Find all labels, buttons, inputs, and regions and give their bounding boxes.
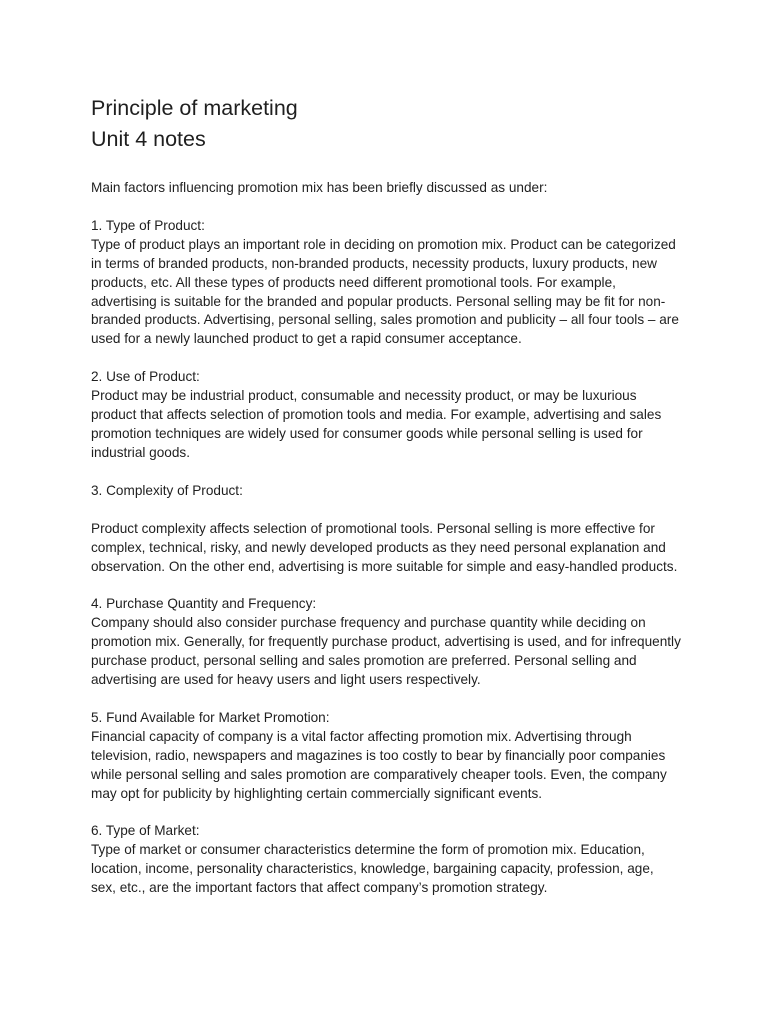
section-body: Product complexity affects selection of promotional tools. Personal selling is more effective for complex, technical, risky, and newly developed products as they need personal explanation and observation. On the other end, advertising is more suitable for simple and easy-handled products.	[91, 520, 678, 574]
intro-paragraph: Main factors influencing promotion mix has been briefly discussed as under:	[91, 180, 548, 195]
section-body: Product may be industrial product, consumable and necessity product, or may be luxurious product that affects selection of promotion tools and media. For example, advertising and sales promotion techniques are widely used for consumer goods while personal selling is used for industrial goods.	[91, 388, 662, 460]
section-type-of-market	[91, 822, 681, 898]
section-complexity-of-product	[91, 482, 681, 577]
section-heading: 3. Complexity of Product:	[91, 482, 243, 498]
section-heading: 2. Use of Product:	[91, 369, 200, 385]
section-heading: 4. Purchase Quantity and Frequency:	[91, 596, 317, 612]
section-purchase-quantity-frequency	[91, 595, 681, 690]
section-type-of-product	[91, 217, 681, 349]
title-line-1: Principle of marketing	[91, 96, 298, 120]
title-line-2: Unit 4 notes	[91, 127, 206, 151]
section-body: Financial capacity of company is a vital factor affecting promotion mix. Advertising through television, radio, newspapers and magazines is too costly to bear by financially poor companies while personal selling and sales promotion are comparatively cheaper tools. Even, the company may opt for publicity by highlighting certain commercially significant events.	[91, 728, 667, 801]
section-body: Type of market or consumer characteristics determine the form of promotion mix. Education, location, income, personality characteristics, knowledge, bargaining capacity, profession, age, sex, etc., are the important factors that affect company’s promotion strategy.	[91, 842, 654, 896]
document-title	[91, 93, 768, 155]
section-body: Company should also consider purchase frequency and purchase quantity while deciding on promotion mix. Generally, for frequently purchase product, advertising is used, and for infrequently purchase product, personal selling and sales promotion are preferred. Personal selling and advertising are used for heavy users and light users respectively.	[91, 615, 681, 688]
section-use-of-product	[91, 368, 681, 463]
section-body: Type of product plays an important role in deciding on promotion mix. Product can be categorized in terms of branded products, non-branded products, necessity products, luxury products, new products, etc. All these types of products need different promotional tools. For example, advertising is suitable for the branded and popular products. Personal selling may be fit for non-branded products. Advertising, personal selling, sales promotion and publicity – all four tools – are used for a newly launched product to get a rapid consumer acceptance.	[91, 236, 679, 347]
section-heading: 1. Type of Product:	[91, 217, 205, 233]
section-heading: 6. Type of Market:	[91, 823, 200, 839]
section-fund-available	[91, 709, 681, 804]
section-heading: 5. Fund Available for Market Promotion:	[91, 709, 330, 725]
